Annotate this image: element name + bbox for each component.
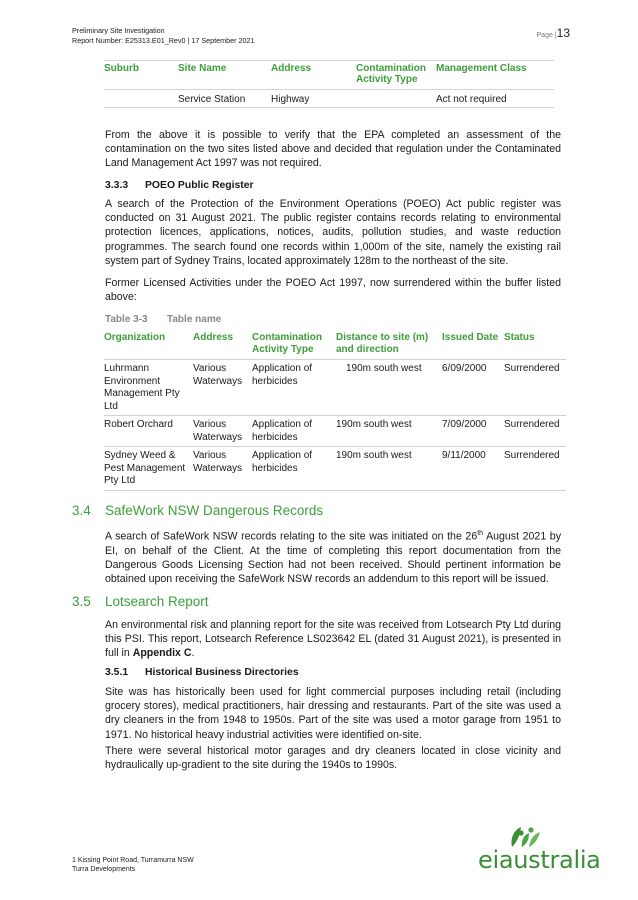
cell-status: Surrendered: [504, 360, 566, 416]
text-run: A search of SafeWork NSW records relating to the site was initiated on the 26: [105, 530, 478, 543]
page-label: Page |: [536, 32, 557, 39]
col-issued-date: Issued Date: [442, 332, 504, 360]
paragraph-poeo-search: A search of the Protection of the Environment Operations (POEO) Act public register was conducted on 31 August 2021. The public register contains records relating to environmental protection licences, applications, notices, audits, pollution studies, and waste reduction programmes. The search found one records within 1,000m of the site, namely the existing rail system part of Sydney Trains, located approximately 128m to the northeast of the site.: [105, 198, 561, 267]
col-address: Address: [193, 332, 252, 360]
col-site-name: Site Name: [178, 61, 271, 90]
col-organization: Organization: [104, 332, 193, 360]
cell-status: Surrendered: [504, 416, 566, 447]
paragraph-site-history: Site was has historically been used for light commercial purposes including retail (including grocery stores), medical practitioners, hair dressing and restaurants. Part of the site was used a dry cleaners in the from 1948 to 1950s. Part of the site was used a motor garage from 1951 to 1971. No historical heavy industrial activities were identified on-site.: [105, 686, 561, 741]
page-number-label: [537, 26, 570, 40]
col-suburb: Suburb: [104, 61, 178, 90]
poeo-licences-table: [104, 332, 566, 491]
paragraph-safework-search: [105, 527, 561, 586]
table-caption: [105, 314, 221, 325]
table-row: [104, 360, 566, 416]
cell-suburb: [104, 90, 178, 108]
cell-organization: Sydney Weed & Pest Management Pty Ltd: [104, 447, 193, 491]
contaminated-sites-table: [104, 60, 554, 108]
header-title: Preliminary Site Investigation: [72, 26, 165, 35]
cell-contamination-type: Application of herbicides: [252, 416, 336, 447]
page-footer: [72, 856, 194, 874]
col-management-class: Management Class: [436, 61, 554, 90]
leaf-figures-icon: [508, 824, 542, 848]
section-number: 3.3.3: [105, 180, 129, 191]
cell-issued-date: 9/11/2000: [442, 447, 504, 491]
section-number: 3.5.1: [105, 667, 129, 678]
cell-contamination-type: [356, 90, 436, 108]
cell-address: Various Waterways: [193, 360, 252, 416]
cell-address: Various Waterways: [193, 447, 252, 491]
superscript: th: [477, 530, 484, 537]
table-row: [104, 90, 554, 108]
table-row: [104, 416, 566, 447]
heading-lotsearch-report: [72, 594, 209, 609]
header-report-info: [72, 26, 254, 45]
cell-distance: 190m south west: [336, 447, 442, 491]
cell-contamination-type: Application of herbicides: [252, 447, 336, 491]
section-number: 3.4: [72, 503, 91, 518]
cell-address: Various Waterways: [193, 416, 252, 447]
paragraph-former-licensed: Former Licensed Activities under the POEO Act 1997, now surrendered within the buffer listed above:: [105, 277, 561, 304]
paragraph-lotsearch: [105, 618, 561, 661]
col-contamination-type: Contamination Activity Type: [356, 61, 436, 90]
table-header-row: [104, 332, 566, 360]
paragraph-motor-garages: There were several historical motor garages and dry cleaners located in close vicinity and hydraulically up-gradient to the site during the 1940s to 1990s.: [105, 745, 561, 772]
cell-site-name: Service Station: [178, 90, 271, 108]
cell-issued-date: 7/09/2000: [442, 416, 504, 447]
col-status: Status: [504, 332, 566, 360]
heading-poeo-register: [105, 180, 254, 191]
cell-management-class: Act not required: [436, 90, 554, 108]
paragraph-epa-assessment: From the above it is possible to verify that the EPA completed an assessment of the contamination on the two sites listed above and decided that regulation under the Contaminated Land Management Act 1997 was not required.: [105, 129, 561, 170]
table-caption-number: Table 3-3: [105, 314, 148, 325]
cell-organization: Robert Orchard: [104, 416, 193, 447]
logo-wordmark: eiaustralia: [478, 846, 601, 874]
cell-status: Surrendered: [504, 447, 566, 491]
section-title: SafeWork NSW Dangerous Records: [105, 503, 324, 518]
heading-historical-directories: [105, 667, 299, 678]
cell-address: Highway: [271, 90, 356, 108]
table-header-row: [104, 61, 554, 90]
section-title: Lotsearch Report: [105, 594, 209, 609]
cell-contamination-type: Application of herbicides: [252, 360, 336, 416]
page-number: 13: [556, 26, 570, 40]
header-report-number: Report Number: E25313.E01_Rev0 | 17 September 2021: [72, 35, 255, 45]
appendix-reference: Appendix C: [132, 647, 192, 660]
text-run: August 2021 by EI, on behalf of the Client. At the time of completing this report documentation from the Dangerous Goods Licensing Section had not been received. Should pertinent information be obtained upon receiving the SafeWork NSW records an addendum to this report will be issued.: [105, 530, 561, 586]
text-run: An environmental risk and planning report for the site was received from Lotsearch Pty Ltd during this PSI. This report, Lotsearch Reference LS023642 EL (dated 31 August 2021), is presented in full in: [105, 619, 561, 660]
cell-distance: 190m south west: [336, 416, 442, 447]
col-address: Address: [271, 61, 356, 90]
cell-distance: 190m south west: [336, 360, 442, 416]
section-title: Historical Business Directories: [145, 667, 299, 678]
text-run: .: [191, 647, 195, 660]
table-caption-title: Table name: [167, 314, 222, 325]
cell-organization: Luhrmann Environment Management Pty Ltd: [104, 360, 193, 416]
cell-issued-date: 6/09/2000: [442, 360, 504, 416]
section-title: POEO Public Register: [145, 180, 254, 191]
section-number: 3.5: [72, 594, 91, 609]
col-distance: Distance to site (m) and direction: [336, 332, 442, 360]
footer-address: 1 Kissing Point Road, Turramurra NSW: [72, 857, 194, 864]
heading-safework-nsw: [72, 503, 323, 518]
col-contamination-type: Contamination Activity Type: [252, 332, 336, 360]
footer-client: Turra Developments: [72, 866, 136, 873]
table-row: [104, 447, 566, 491]
ei-australia-logo: [478, 824, 601, 874]
